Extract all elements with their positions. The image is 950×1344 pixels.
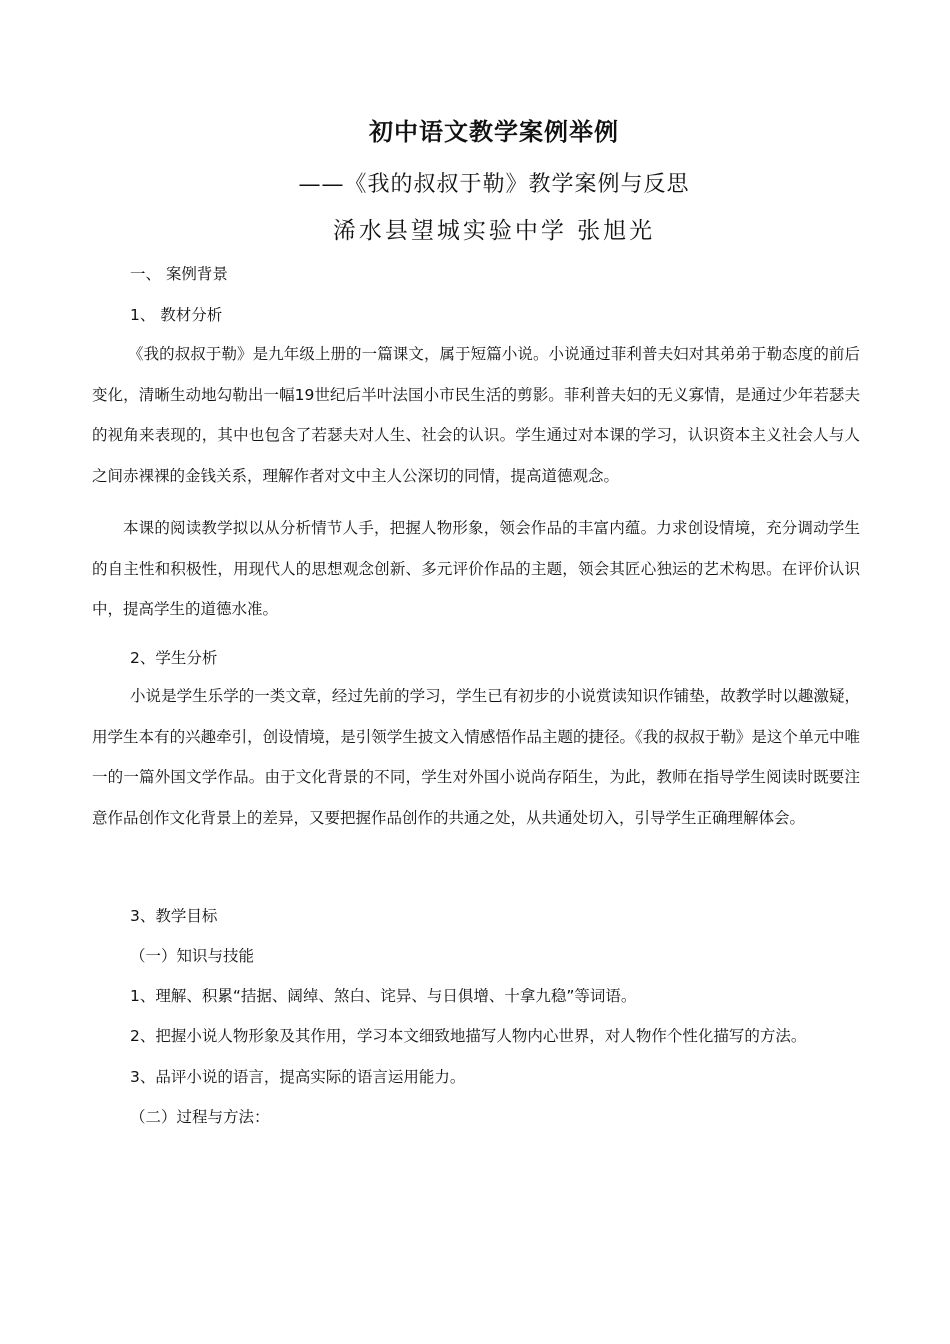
subheading-textbook-analysis: 1、 教材分析	[130, 306, 223, 324]
goal-item-3: 3、品评小说的语言，提高实际的语言运用能力。	[130, 1068, 466, 1086]
document-subtitle: ——《我的叔叔于勒》教学案例与反思	[298, 172, 690, 197]
document-author: 浠水县望城实验中学 张旭光	[332, 218, 656, 244]
subheading-student-analysis: 2、学生分析	[130, 649, 218, 667]
goal-item-1: 1、理解、积累“拮据、阔绰、煞白、诧异、与日俱增、十拿九稳”等词语。	[130, 987, 637, 1005]
goal-item-2: 2、把握小说人物形象及其作用，学习本文细致地描写人物内心世界，对人物作个性化描写的方法。	[130, 1027, 807, 1045]
section-heading-background: 一、 案例背景	[130, 265, 228, 283]
paragraph-textbook-analysis: 《我的叔叔于勒》是九年级上册的一篇课文，属于短篇小说。小说通过菲利普夫妇对其弟弟于勒态度的前后变化，清晰生动地勾勒出一幅19世纪后半叶法国小市民生活的剪影。菲利普夫妇的无义寡情，是通过少年若瑟夫的视角来表现的，其中也包含了若瑟夫对人生、社会的认识。学生通过对本课的学习，认识资本主义社会人与人之间赤裸裸的金钱关系，理解作者对文中主人公深切的同情，提高道德观念。	[92, 345, 860, 485]
goal-heading-process-method: （二）过程与方法：	[130, 1108, 270, 1126]
goal-heading-knowledge-skills: （一）知识与技能	[130, 947, 255, 965]
subheading-teaching-goals: 3、教学目标	[130, 907, 218, 925]
paragraph-student-analysis: 小说是学生乐学的一类文章，经过先前的学习，学生已有初步的小说赏读知识作铺垫，故教学时以趣激疑，用学生本有的兴趣牵引，创设情境，是引领学生披文入情感悟作品主题的捷径。《我的叔叔于勒》是这个单元中唯一的一篇外国文学作品。由于文化背景的不同，学生对外国小说尚存陌生，为此，教师在指导学生阅读时既要注意作品创作文化背景上的差异，又要把握作品创作的共通之处，从共通处切入，引导学生正确理解体会。	[92, 687, 860, 827]
document-title: 初中语文教学案例举例	[369, 118, 619, 146]
paragraph-teaching-approach: 本课的阅读教学拟以从分析情节人手，把握人物形象，领会作品的丰富内蕴。力求创设情境，充分调动学生的自主性和积极性，用现代人的思想观念创新、多元评价作品的主题，领会其匠心独运的艺术构思。在评价认识中，提高学生的道德水准。	[92, 519, 860, 618]
